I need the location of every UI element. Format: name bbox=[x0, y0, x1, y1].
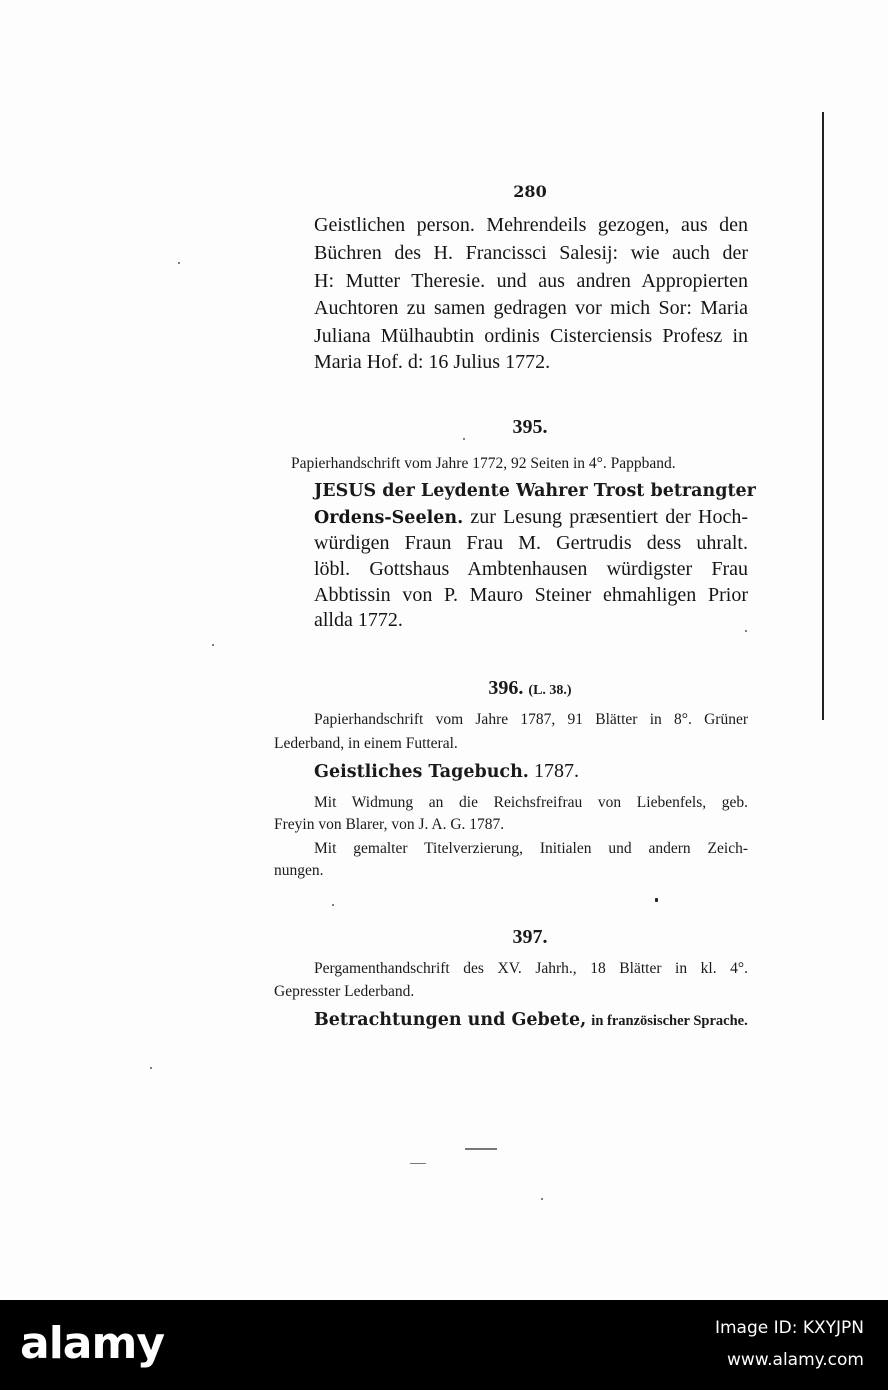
stock-footer-bar bbox=[0, 1300, 888, 1390]
entry-395-line: löbl. Gottshaus Ambtenhausen würdigster Frau bbox=[314, 558, 748, 580]
entry-397-title-line bbox=[314, 1010, 748, 1030]
entry-396-note: Freyin von Blarer, von J. A. G. 1787. bbox=[274, 816, 505, 833]
entry-395-meta: Papierhandschrift vom Jahre 1772, 92 Seiten in 4°. Pappband. bbox=[291, 455, 676, 472]
entry-396-year: 1787. bbox=[534, 760, 579, 782]
entry-395-title: JESUS der Leydente Wahrer Trost betrangter bbox=[314, 481, 756, 501]
entry-395-title-cont: Ordens-Seelen. bbox=[314, 508, 464, 528]
entry-395-number: 395. bbox=[512, 416, 548, 438]
entry-397-number: 397. bbox=[512, 926, 548, 948]
image-id: Image ID: KXYJPN bbox=[714, 1318, 864, 1338]
entry-396-ref: (L. 38.) bbox=[528, 683, 572, 698]
body-line: Juliana Mülhaubtin ordinis Cisterciensis Profesz in bbox=[314, 325, 748, 347]
entry-395-line: Abbtissin von P. Mauro Steiner ehmahligen Prior bbox=[314, 584, 748, 606]
body-line: Büchren des H. Francissci Salesij: wie auch der bbox=[314, 242, 748, 264]
entry-397-title-rest: in französischer Sprache. bbox=[591, 1013, 748, 1029]
speck bbox=[332, 904, 334, 906]
entry-396-note: Mit Widmung an die Reichsfreifrau von Liebenfels, geb. bbox=[314, 794, 748, 811]
ink-smudge bbox=[410, 1163, 426, 1164]
entry-396-number: 396. bbox=[488, 677, 524, 699]
body-line: Maria Hof. d: 16 Julius 1772. bbox=[314, 351, 551, 373]
entry-396-meta: Papierhandschrift vom Jahre 1787, 91 Blätter in 8°. Grüner bbox=[314, 711, 748, 728]
entry-397-meta: Pergamenthandschrift des XV. Jahrh., 18 Blätter in kl. 4°. bbox=[314, 960, 748, 977]
entry-395-line: allda 1772. bbox=[314, 609, 403, 631]
entry-395-line bbox=[314, 506, 748, 529]
entry-396-heading bbox=[0, 677, 888, 700]
entry-397-title: Betrachtungen und Gebete, bbox=[314, 1010, 587, 1030]
entry-396-note: Mit gemalter Titelverzierung, Initialen und andern Zeich- bbox=[314, 840, 748, 857]
body-line: Geistlichen person. Mehrendeils gezogen, aus den bbox=[314, 214, 748, 236]
alamy-logo: alamy bbox=[20, 1318, 164, 1369]
entry-396-title-line bbox=[314, 760, 579, 783]
entry-396-meta: Lederband, in einem Futteral. bbox=[274, 735, 458, 752]
speck bbox=[212, 644, 214, 646]
entry-395-line: würdigen Fraun Frau M. Gertrudis dess uhralt. bbox=[314, 532, 748, 554]
entry-395-text: zur Lesung præsentiert der Hoch- bbox=[470, 506, 748, 528]
speck bbox=[745, 630, 747, 632]
speck bbox=[150, 1067, 152, 1069]
entry-397-meta: Gepresster Lederband. bbox=[274, 983, 415, 1000]
entry-396-note: nungen. bbox=[274, 862, 324, 879]
speck bbox=[178, 262, 180, 264]
ink-smudge bbox=[465, 1148, 497, 1150]
body-line: Auchtoren zu samen gedragen vor mich Sor: Maria bbox=[314, 297, 748, 319]
site-url[interactable]: www.alamy.com bbox=[726, 1350, 864, 1370]
speck bbox=[541, 1198, 543, 1200]
page-number: 280 bbox=[513, 182, 547, 201]
entry-396-title: Geistliches Tagebuch. bbox=[314, 762, 529, 782]
body-line: H: Mutter Theresie. und aus andren Appropierten bbox=[314, 270, 748, 292]
speck bbox=[655, 898, 658, 902]
